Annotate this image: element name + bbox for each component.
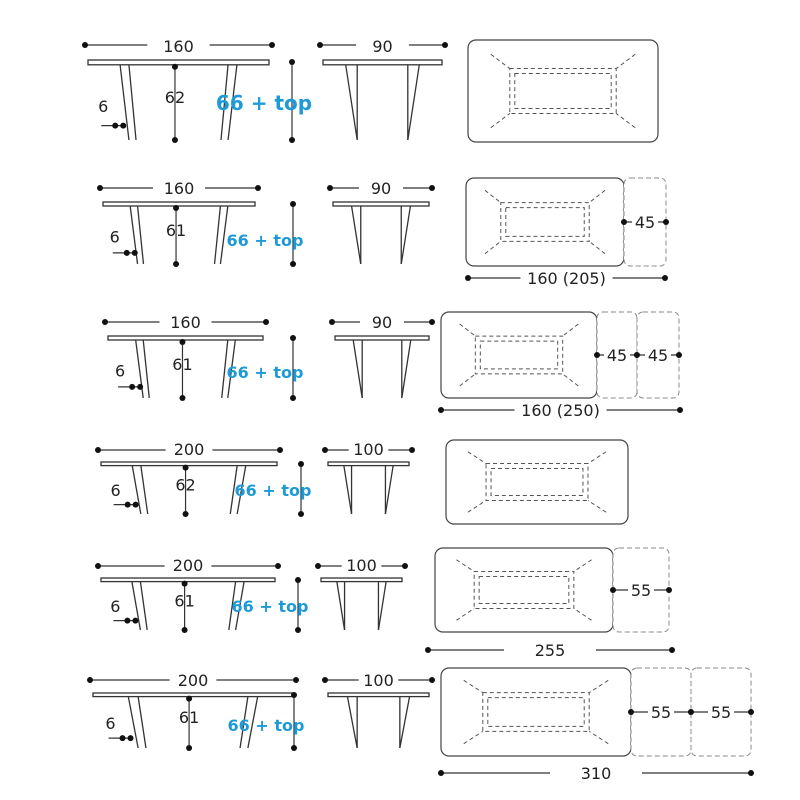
leg-dim-label: 6	[109, 227, 120, 247]
leg	[347, 697, 357, 748]
extension-dim-dot	[666, 587, 672, 593]
height-label: 66 + top	[231, 597, 309, 616]
depth-dim-label: 100	[353, 440, 384, 460]
length-dim-label: 160	[170, 312, 201, 332]
table-top	[101, 578, 275, 582]
total-length-dim-end-dot	[438, 770, 444, 776]
under-height-dim-end-dot	[179, 395, 185, 401]
total-length-dim-end-dot	[748, 770, 754, 776]
under-height-dim-end-dot	[173, 205, 179, 211]
leg	[337, 582, 345, 630]
length-dim-label: 160	[163, 178, 195, 198]
length-dim-end-dot	[255, 185, 261, 191]
leg	[215, 206, 221, 264]
table-top-end	[323, 60, 442, 65]
depth-dim-end-dot	[442, 42, 448, 48]
under-height-label: 61	[172, 354, 193, 374]
leg-dim-label: 6	[115, 361, 126, 381]
plan-view	[468, 40, 658, 142]
configuration-row	[102, 312, 683, 420]
total-length-dim-end-dot	[425, 647, 431, 653]
leg-dim-dot	[112, 123, 118, 129]
extension-dim-dot	[663, 219, 669, 225]
leg	[401, 206, 410, 264]
table-top-end	[321, 578, 402, 582]
plan-view	[435, 548, 613, 632]
length-dim-end-dot	[275, 563, 281, 569]
leg-dim-dot	[120, 123, 126, 129]
leg	[129, 65, 136, 140]
leg-dim-dot	[132, 250, 138, 256]
leg-dim-label: 6	[110, 596, 121, 616]
leg-dim-dot	[133, 502, 139, 508]
depth-dim-end-dot	[329, 319, 335, 325]
height-dim-end-dot	[290, 261, 296, 267]
depth-dim-label: 90	[372, 37, 393, 57]
extension-label: 45	[634, 213, 656, 232]
extension-dim-dot	[610, 587, 616, 593]
leg-dim-dot	[124, 250, 130, 256]
depth-dim-label: 90	[370, 178, 392, 198]
height-dim-end-dot	[291, 692, 297, 698]
leg	[408, 65, 420, 140]
configuration-row	[97, 178, 669, 288]
leg-dim-dot	[124, 618, 130, 624]
under-height-label: 62	[164, 88, 186, 108]
height-dim-end-dot	[290, 395, 296, 401]
under-height-dim-end-dot	[182, 627, 188, 633]
table-top-end	[328, 462, 409, 466]
configuration-row	[87, 668, 754, 783]
length-dim-end-dot	[263, 319, 269, 325]
length-dim-label: 200	[172, 556, 204, 576]
depth-dim-label: 100	[363, 670, 394, 690]
under-height-label: 61	[178, 708, 200, 727]
plan-view	[446, 440, 628, 524]
height-dim-end-dot	[298, 511, 304, 517]
leg	[140, 582, 147, 630]
plan-top	[446, 440, 628, 524]
extension-dim-dot	[628, 709, 634, 715]
total-length-dim-end-dot	[677, 407, 683, 413]
table-top	[93, 693, 293, 697]
leg-dim-dot	[132, 618, 138, 624]
length-dim-end-dot	[102, 319, 108, 325]
height-dim-end-dot	[289, 59, 295, 65]
length-dim-label: 200	[177, 670, 209, 690]
plan-top	[441, 668, 631, 756]
configuration-row	[82, 37, 658, 143]
leg	[352, 206, 361, 264]
extension-dim-dot	[676, 352, 682, 358]
under-height-dim-end-dot	[183, 465, 189, 471]
plan-view	[466, 178, 624, 266]
depth-dim-end-dot	[322, 447, 328, 453]
plan-top	[468, 40, 658, 142]
depth-dim-end-dot	[402, 563, 408, 569]
leg	[385, 466, 393, 514]
table-top	[103, 202, 255, 206]
leg	[353, 340, 362, 398]
leg	[402, 340, 411, 398]
extension-dim-dot	[634, 352, 640, 358]
under-height-dim-end-dot	[182, 581, 188, 587]
leg-dim-label: 6	[110, 480, 121, 500]
height-label: 66 + top	[226, 363, 304, 382]
extension-label: 55	[710, 703, 732, 722]
total-length-dim-label: 160 (205)	[527, 268, 606, 288]
extension-dim-dot	[748, 709, 754, 715]
under-height-label: 61	[165, 220, 187, 240]
height-dim-end-dot	[291, 745, 297, 751]
extension-label: 45	[647, 346, 669, 365]
length-dim-end-dot	[87, 677, 93, 683]
under-height-dim-end-dot	[179, 339, 185, 345]
leg	[138, 206, 144, 264]
leg-dim-dot	[128, 735, 134, 741]
height-dim-end-dot	[290, 201, 296, 207]
table-top-end	[328, 693, 429, 697]
under-height-label: 61	[174, 591, 195, 611]
total-length-dim-end-dot	[465, 275, 471, 281]
leg	[120, 65, 129, 140]
length-dim-end-dot	[95, 447, 101, 453]
height-dim-end-dot	[298, 461, 304, 467]
under-height-dim-end-dot	[186, 745, 192, 751]
extension-label: 55	[650, 703, 672, 722]
under-height-dim-end-dot	[172, 137, 178, 143]
plan-top	[441, 312, 597, 398]
depth-dim-end-dot	[327, 185, 333, 191]
end-elevation	[328, 462, 409, 514]
extension-label: 45	[606, 346, 628, 365]
under-height-dim-end-dot	[172, 64, 178, 70]
height-label: 66 + top	[215, 91, 313, 115]
end-elevation	[328, 693, 429, 748]
total-length-dim-label: 255	[534, 640, 566, 660]
plan-view	[441, 312, 597, 398]
extension-dim-dot	[594, 352, 600, 358]
plan-view	[441, 668, 631, 756]
end-elevation	[321, 578, 402, 630]
depth-dim-label: 100	[346, 556, 377, 576]
table-top	[101, 462, 277, 466]
under-height-dim-end-dot	[173, 261, 179, 267]
plan-top	[435, 548, 613, 632]
under-height-dim-end-dot	[183, 511, 189, 517]
depth-dim-end-dot	[409, 447, 415, 453]
depth-dim-end-dot	[429, 677, 435, 683]
depth-dim-end-dot	[429, 185, 435, 191]
leg-dim-dot	[137, 384, 143, 390]
extension-dim-dot	[688, 709, 694, 715]
leg	[138, 697, 146, 748]
depth-dim-end-dot	[429, 319, 435, 325]
leg	[400, 697, 410, 748]
leg-dim-dot	[129, 384, 135, 390]
depth-dim-end-dot	[322, 677, 328, 683]
height-dim-end-dot	[289, 137, 295, 143]
leg	[378, 582, 386, 630]
height-dim-end-dot	[295, 577, 301, 583]
end-elevation	[333, 202, 429, 264]
table-top	[88, 60, 269, 65]
depth-dim-end-dot	[315, 563, 321, 569]
total-length-dim-label: 310	[580, 763, 612, 783]
depth-dim-end-dot	[317, 42, 323, 48]
leg	[143, 340, 149, 398]
height-label: 66 + top	[226, 231, 304, 250]
table-top	[108, 336, 263, 340]
plan-top	[466, 178, 624, 266]
height-dim-end-dot	[295, 627, 301, 633]
configuration-row	[95, 548, 675, 660]
height-label: 66 + top	[227, 716, 305, 735]
leg-dim-dot	[120, 735, 126, 741]
under-height-label: 62	[175, 475, 196, 495]
table-top-end	[335, 336, 429, 340]
table-top-end	[333, 202, 429, 206]
leg-dim-label: 6	[98, 97, 109, 116]
under-height-dim-end-dot	[186, 696, 192, 702]
height-label: 66 + top	[234, 481, 312, 500]
end-elevation	[323, 60, 442, 140]
total-length-dim-end-dot	[662, 275, 668, 281]
length-dim-end-dot	[293, 677, 299, 683]
leg	[346, 65, 358, 140]
end-elevation	[335, 336, 429, 398]
length-dim-label: 200	[173, 440, 205, 460]
total-length-dim-end-dot	[669, 647, 675, 653]
total-length-dim-label: 160 (250)	[521, 400, 600, 420]
length-dim-end-dot	[269, 42, 275, 48]
length-dim-end-dot	[97, 185, 103, 191]
leg	[344, 466, 352, 514]
total-length-dim-end-dot	[438, 407, 444, 413]
configuration-row	[95, 440, 628, 524]
length-dim-label: 160	[163, 37, 194, 57]
height-dim-end-dot	[290, 335, 296, 341]
leg	[141, 466, 148, 514]
extension-label: 55	[630, 581, 652, 600]
length-dim-end-dot	[277, 447, 283, 453]
leg-dim-label: 6	[105, 713, 116, 733]
length-dim-end-dot	[95, 563, 101, 569]
length-dim-end-dot	[82, 42, 88, 48]
extension-dim-dot	[621, 219, 627, 225]
leg-dim-dot	[125, 502, 131, 508]
depth-dim-label: 90	[371, 312, 393, 332]
